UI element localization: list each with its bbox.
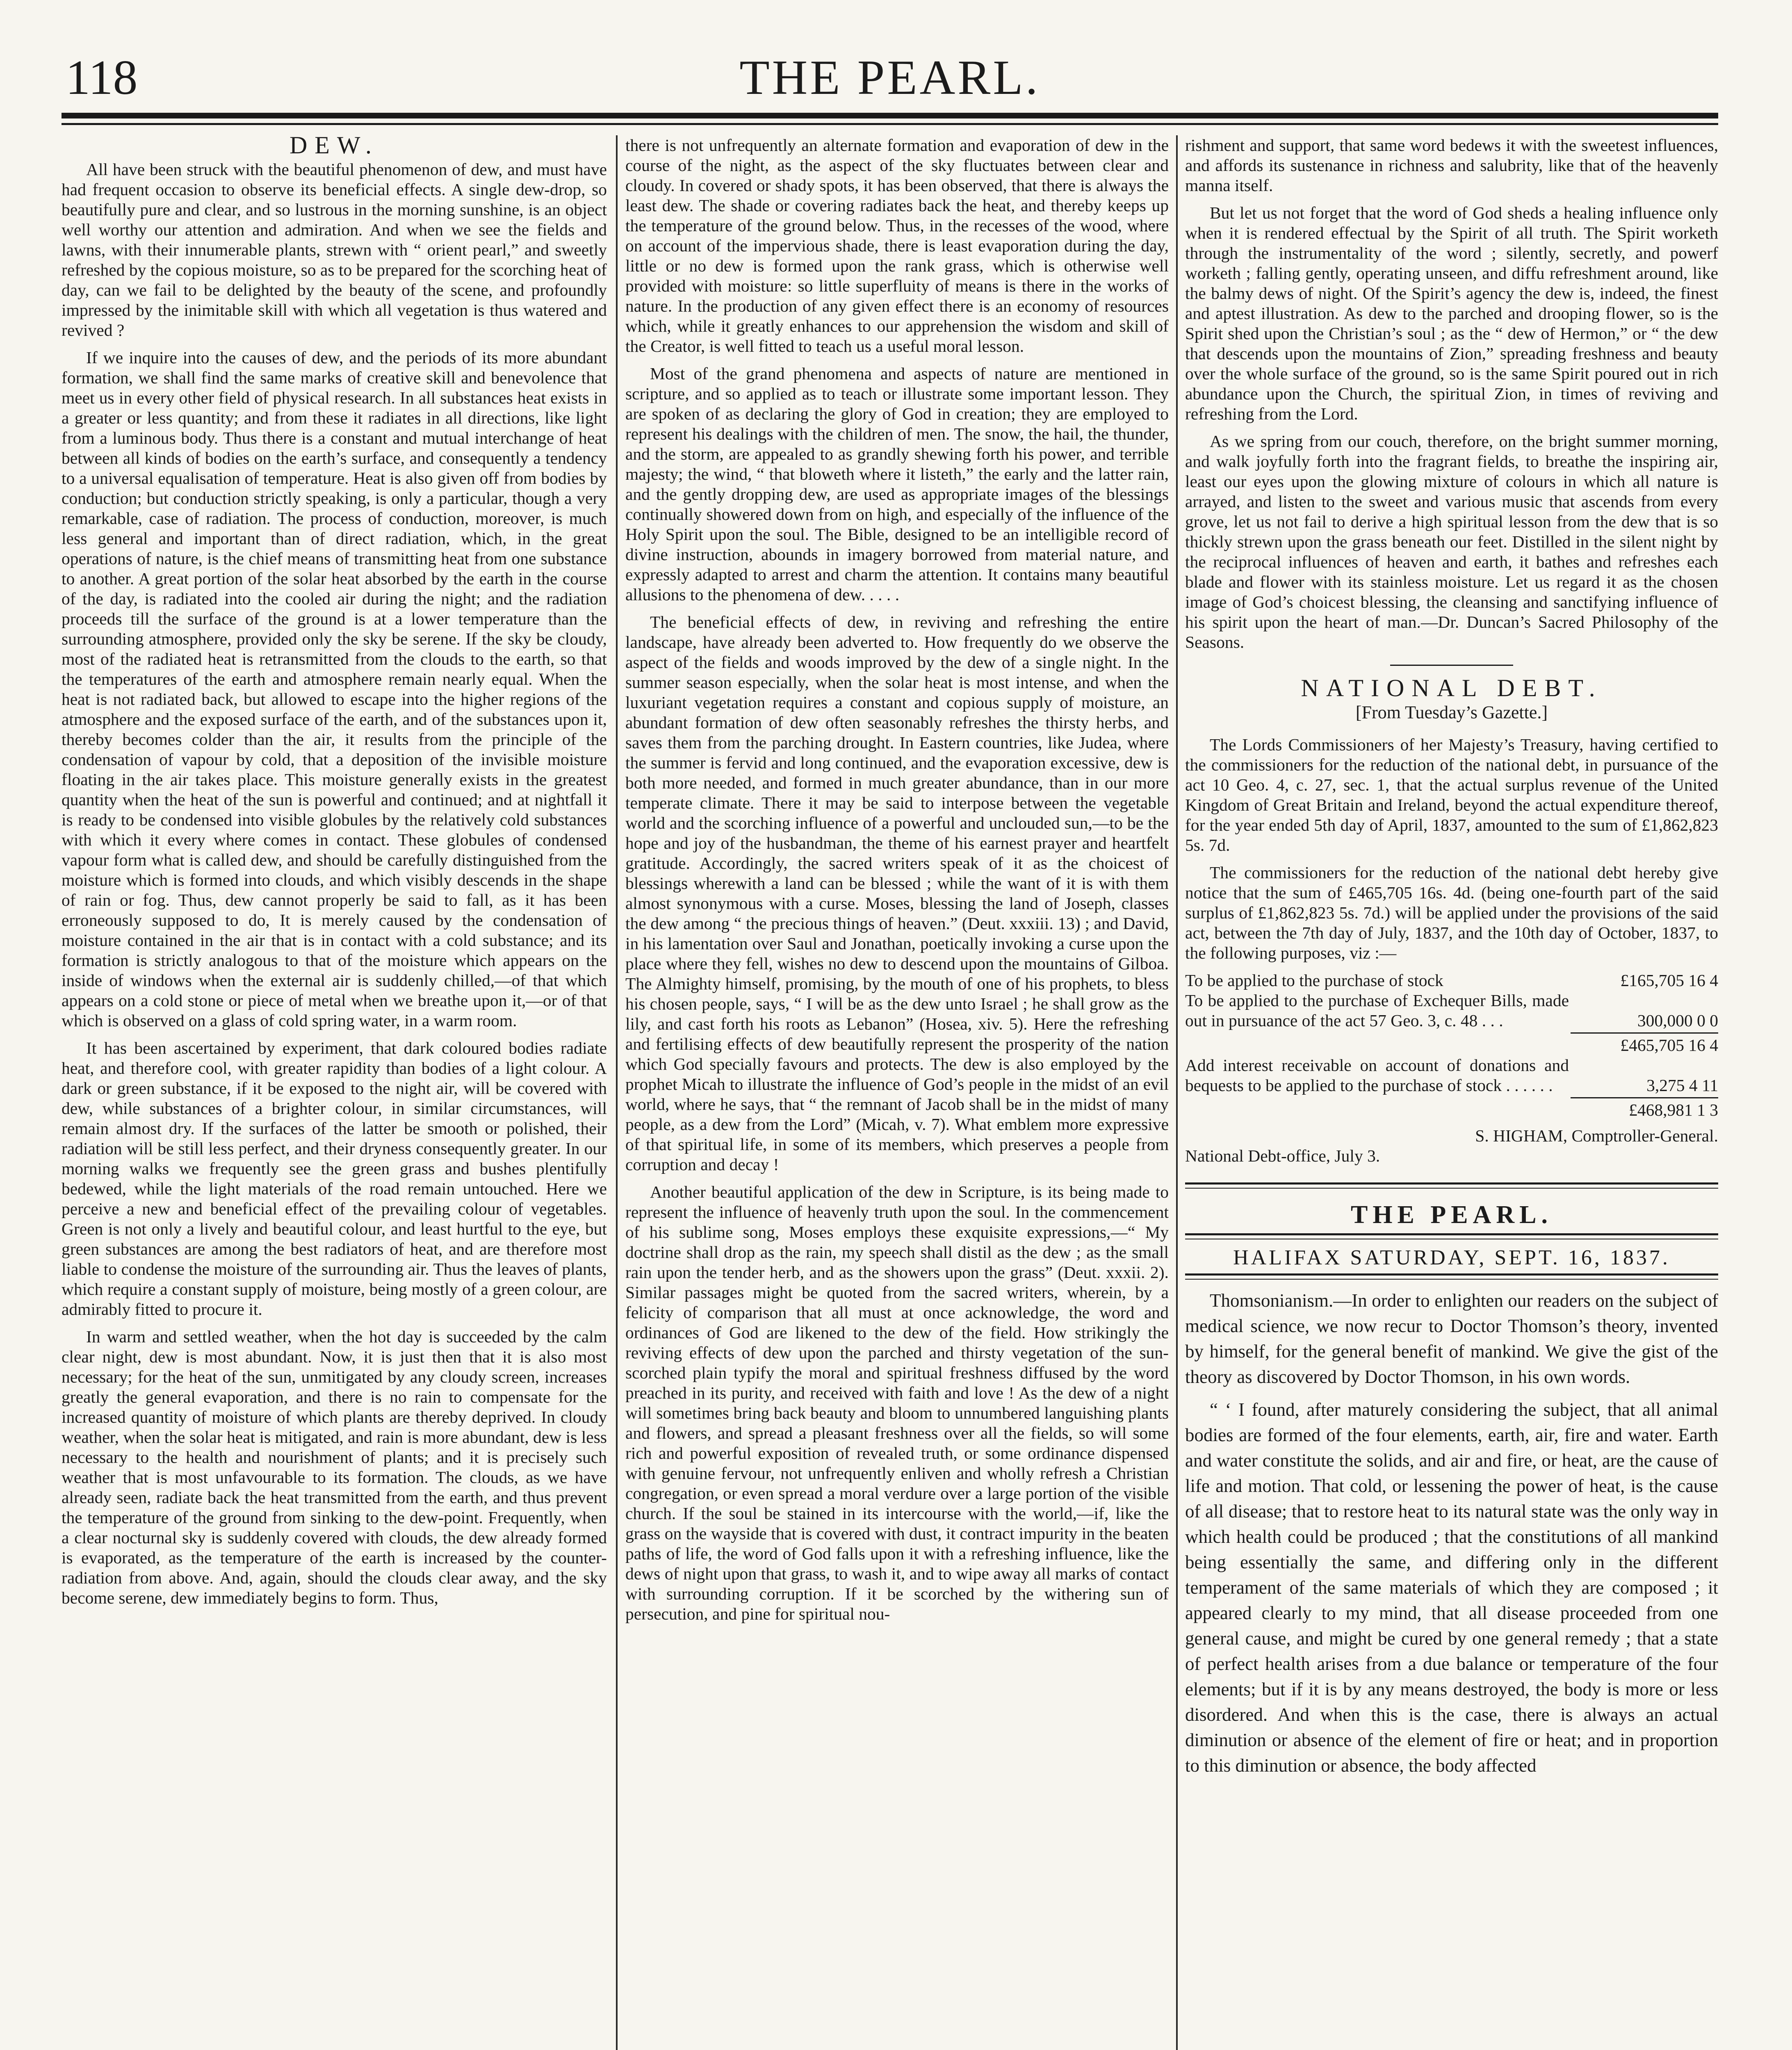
header-rule-thin	[62, 123, 1718, 125]
national-debt-source: [From Tuesday’s Gazette.]	[1355, 702, 1548, 722]
column-2	[625, 135, 1169, 2050]
interest-description: Add interest receivable on account of donations and bequests to be applied to the purchase of stock . . . . . .	[1185, 1056, 1569, 1095]
subtotal-rule	[1571, 1032, 1718, 1034]
total-amount: £468,981 1 3	[1629, 1100, 1718, 1119]
dew-paragraph: Another beautiful application of the dew in Scripture, is its being made to represent the influence of heavenly truth upon the soul. In the commencement of his sublime song, Moses employs these exquisite expressions,—“ My doctrine shall drop as the rain, my speech shall distil as the dew ; as the small rain upon the tender herb, and as the showers upon the grass” (Deut. xxxii. 2). Similar passages might be quoted from the sacred writers, wherein, by a felicity of comparison that all must at once acknowledge, the word and ordinances of God are likened to the dew of the field. How strikingly the reviving effects of dew upon the parched and thirsty vegetation of the sun-scorched plain typify the moral and spiritual freshness diffused by the word preached in its purity, and received with faith and love ! As the dew of a night will sometimes bring back beauty and bloom to unnumbered languishing plants and flowers, and spread a pleasant freshness over all the fields, so will some rich and powerful exposition of revealed truth, or some ordinance dispensed with genuine fervour, not unfrequently enliven and wholly refresh a Christian congregation, or even spread a moral verdure over a large portion of the visible church. If the soul be stained in its intercourse with the world,—if, like the grass on the wayside that is covered with dust, it contract impurity in the beaten paths of life, the word of God falls upon it with a refreshing influence, like the dews of night upon that grass, to wash it, and to wipe away all marks of contact with surrounding corruption. If it be scorched by the withering sun of persecution, and pine for spiritual nou-	[625, 1182, 1169, 1623]
section-divider	[1390, 665, 1513, 666]
page-header	[62, 49, 1718, 111]
dew-paragraph: As we spring from our couch, therefore, on the bright summer morning, and walk joyfully forth into the fragrant fields, to breathe the inspiring air, least our eyes upon the glowing mixture of colours in which all nature is arrayed, and listen to the sweet and various music that ascends from every grove, let us not fail to derive a high spiritual lesson from the dew that is so thickly strewn upon the grass beneath our feet. Distilled in the silent night by the reciprocal influences of heaven and earth, it bathes and refreshes each blade and flower with its stainless moisture. Let us regard it as the chosen image of God’s choicest blessing, the cleansing and sanctifying influence of his spirit upon the heart of man.—Dr. Duncan’s Sacred Philosophy of the Seasons.	[1185, 432, 1718, 651]
national-debt-paragraph: The commissioners for the reduction of the national debt hereby give notice that the sum of £465,705 16s. 4d. (being one-fourth part of the said surplus of £1,862,823 5s. 7d.) will be applied under the provisions of the said act, between the 7th day of July, 1837, and the 10th day of October, 1837, to the following purposes, viz :—	[1185, 863, 1718, 962]
national-debt-heading: NATIONAL DEBT.	[1301, 674, 1603, 702]
subtotal-row	[1185, 1035, 1718, 1055]
column-1	[62, 135, 607, 2050]
pearl-rule-middle	[1185, 1233, 1718, 1239]
column-3	[1185, 135, 1718, 2050]
editorial-paragraph: Thomsonianism.—In order to enlighten our readers on the subject of medical science, we now recur to Doctor Thomson’s theory, invented by himself, for the general benefit of mankind. We give the gist of the theory as discovered by Doctor Thomson, in his own words.	[1185, 1290, 1718, 1387]
dew-paragraph: It has been ascertained by experiment, that dark coloured bodies radiate heat, and therefore cool, with greater rapidity than bodies of a light colour. A dark or green substance, if it be exposed to the night air, will be covered with dew, while substances of a brighter colour, in similar circumstances, will remain almost dry. If the surfaces of the latter be smooth or polished, their radiation will be still less perfect, and their dryness consequently greater. In our morning walks we frequently see the green grass and bushes plentifully bedewed, while the light materials of the road remain untouched. Here we perceive a new and beneficial effect of the prevailing colour of vegetables. Green is not only a lively and beautiful colour, and least hurtful to the eye, but green substances are among the best radiators of heat, and are therefore most liable to condense the moisture of the surrounding air. Thus the leaves of plants, which require a constant supply of moisture, being mostly of a green colour, are admirably fitted to procure it.	[62, 1039, 607, 1319]
dew-paragraph: All have been struck with the beautiful phenomenon of dew, and must have had frequent occasion to observe its beneficial effects. A single dew-drop, so beautifully pure and clear, and so lustrous in the morning sunshine, is an object well worthy our attention and admiration. And when we see the fields and lawns, with their innumerable plants, strewn with “ orient pearl,” and sweetly refreshed by the copious moisture, so as to be prepared for the scorching heat of day, can we fail to be delighted by the beauty of the scene, and profoundly impressed by the inimitable skill with which all vegetation is thus watered and revived ?	[62, 160, 607, 339]
finance-row-amount: £165,705 16 4	[1620, 971, 1718, 990]
column-divider-1	[616, 135, 618, 2050]
editorial-text	[1185, 1288, 1718, 1778]
dew-heading: DEW.	[289, 135, 379, 159]
pearl-rule-bottom	[1185, 1273, 1718, 1280]
total-rule	[1571, 1097, 1718, 1098]
column-divider-2	[1176, 135, 1178, 2050]
dew-paragraph: rishment and support, that same word bedews it with the sweetest influences, and affords its sustenance in richness and salubrity, like that of the heavenly manna itself.	[1185, 136, 1718, 195]
masthead-title: THE PEARL.	[739, 50, 1040, 105]
finance-row-amount: 300,000 0 0	[1637, 1011, 1718, 1030]
page-number: 118	[66, 50, 138, 105]
interest-amount: 3,275 4 11	[1646, 1076, 1718, 1095]
subtotal-amount: £465,705 16 4	[1620, 1036, 1718, 1055]
dateline: HALIFAX SATURDAY, SEPT. 16, 1837.	[1233, 1246, 1670, 1269]
dew-paragraph: If we inquire into the causes of dew, and the periods of its more abundant formation, we shall find the same marks of creative skill and benevolence that meet us in every other field of physical research. In all substances heat exists in a greater or less quantity; and from these it radiates in all directions, like light from a luminous body. Thus there is a constant and mutual interchange of heat between all kinds of bodies on the earth’s surface, and consequently a tendency to a universal equalisation of temperature. Heat is also given off from bodies by conduction; but conduction strictly speaking, is only a particular, though a very remarkable, case of radiation. The process of conduction, moreover, is much less general and important than of direct radiation, which, in the great operations of nature, is the chief means of transmitting heat from one substance to another. A great portion of the solar heat absorbed by the earth in the course of the day, is radiated into the cooled air during the night; and the radiation proceeds till the surface of the ground is at a lower temperature than the surrounding atmosphere, provided only the sky be serene. If the sky be cloudy, most of the radiated heat is retransmitted from the clouds to the earth, so that the temperatures of the earth and atmosphere remain nearly equal. When the heat is not radiated back, but allowed to escape into the higher regions of the atmosphere and the exposed surface of the earth, and of the substances upon it, thereby becomes colder than the air, it results from the principle of the condensation of vapour by cold, that a deposition of the invisible moisture floating in the air takes place. This moisture generally exists in the greatest quantity when the heat of the sun is powerful and continued; and at nightfall it is ready to be condensed into visible globules by the relatively cold substances with which it every where comes in contact. These globules of condensed vapour form what is called dew, and should be carefully distinguished from the moisture which is formed into clouds, and which visibly descends in the shape of rain or fog. Thus, dew cannot properly be said to fall, as it has been erroneously supposed to do, It is merely caused by the condensation of moisture contained in the air that is in contact with a cold substance; and its formation is strictly analogous to that of the moisture which appears on the inside of windows when the external air is suddenly chilled,—of that which appears on a cold stone or piece of metal when we breathe upon it,—or of that which is observed on a glass of cold spring water, in a warm room.	[62, 348, 607, 1030]
interest-row	[1185, 1055, 1718, 1096]
dew-paragraph: Most of the grand phenomena and aspects of nature are mentioned in scripture, and so applied as to teach or illustrate some important lesson. They are spoken of as declaring the glory of God in creation; they are employed to represent his dealings with the children of men. The snow, the hail, the thunder, and the storm, are appealed to as grandly shewing forth his power, and terrible majesty; the wind, “ that bloweth where it listeth,” the early and the latter rain, and the gently dropping dew, are used as appropriate images of the blessings continually showered down from on high, and especially of the influence of the Holy Spirit upon the soul. The Bible, designed to be an intelligible record of divine instruction, abounds in imagery borrowed from material nature, and expressly adapted to arrest and charm the attention. It contains many beautiful allusions to the phenomena of dew. . . . .	[625, 364, 1169, 604]
dew-paragraph: The beneficial effects of dew, in reviving and refreshing the entire landscape, have already been adverted to. How frequently do we observe the aspect of the fields and woods improved by the dew of a single night. In the summer season especially, when the solar heat is most intense, and when the luxuriant vegetation requires a constant and copious supply of moisture, an abundant formation of dew often seasonably refreshes the thirsty herbs, and saves them from the parching drought. In Eastern countries, like Judea, where the summer is fervid and long continued, and the evaporation excessive, dew is both more needed, and formed in much greater abundance, than in our more temperate climate. There it may be said to interpose between the vegetable world and the scorching influence of a powerful and unclouded sun,—to be the hope and joy of the husbandman, the theme of his earnest prayer and heartfelt gratitude. Accordingly, the sacred writers speak of it as the choicest of blessings wherewith a land can be blessed ; while the want of it is with them almost synonymous with a curse. Moses, blessing the land of Joseph, classes the dew among “ the precious things of heaven.” (Deut. xxxiii. 13) ; and David, in his lamentation over Saul and Jonathan, poetically invoking a curse upon the place where they fell, wishes no dew to descend upon the mountains of Gilboa. The Almighty himself, promising, by the mouth of one of his prophets, to bless his chosen people, says, “ I will be as the dew unto Israel ; he shall grow as the lily, and cast forth his roots as Lebanon” (Hosea, xiv. 5). Here the refreshing and fertilising effects of dew beautifully represent the prosperity of the nation which God specially favours and protects. The dew is also employed by the prophet Micah to illustrate the influence of God’s people in the midst of an evil world, where he says, that “ the remnant of Jacob shall be in the midst of many people, as a dew from the Lord” (Micah, v. 7). What emblem more expressive of that spiritual life, in some of its members, which preserves a people from corruption and decay !	[625, 613, 1169, 1174]
national-debt-paragraph: The Lords Commissioners of her Majesty’s Treasury, having certified to the commissioners for the reduction of the national debt, in pursuance of the act 10 Geo. 4, c. 27, sec. 1, that the actual surplus revenue of the United Kingdom of Great Britain and Ireland, beyond the actual expenditure thereof, for the year ended 5th day of April, 1837, amounted to the sum of £1,862,823 5s. 7d.	[1185, 735, 1718, 854]
signature: S. HIGHAM, Comptroller-General.	[1475, 1126, 1718, 1145]
office-line: National Debt-office, July 3.	[1185, 1146, 1380, 1165]
pearl-rule-top	[1185, 1182, 1718, 1189]
header-rule-thick	[62, 113, 1718, 118]
dew-paragraph: there is not unfrequently an alternate formation and evaporation of dew in the course of the night, as the aspect of the sky fluctuates between clear and cloudy. In covered or shady spots, it has been observed, that there is always the least dew. The shade or covering radiates back the heat, and thereby keeps up the temperature of the ground below. Thus, in the recesses of the wood, where on account of the impervious shade, there is least evaporation during the day, little or no dew is formed upon the rank grass, which is otherwise well provided with moisture: so little superfluity of means is there in the works of nature. In the production of any given effect there is an economy of resources which, while it greatly enhances to our apprehension the wisdom and skill of the Creator, is well fitted to teach us a useful moral lesson.	[625, 136, 1169, 355]
dew-paragraph: But let us not forget that the word of God sheds a healing influence only when it is rendered effectual by the Spirit of all truth. The Spirit worketh through the instrumentality of the word ; silently, secretly, and powerf worketh ; falling gently, operating unseen, and diffu refreshment around, like the balmy dews of night. Of the Spirit’s agency the dew is, indeed, the finest and aptest illustration. As dew to the parched and drooping flower, so is the Spirit shed upon the Christian’s soul ; as the “ dew of Hermon,” or “ the dew that descends upon the mountains of Zion,” spreading freshness and beauty over the whole surface of the ground, so is the same Spirit poured out in rich abundance upon the Church, the spiritual Zion, in times of reviving and refreshing from the Lord.	[1185, 203, 1718, 423]
finance-row	[1185, 970, 1718, 991]
editorial-paragraph: “ ‘ I found, after maturely considering the subject, that all animal bodies are formed of the four elements, earth, air, fire and water. Earth and water constitute the solids, and air and fire, or heat, are the cause of life and motion. That cold, or lessening the power of heat, is the cause of all disease; that to restore heat to its natural state was the only way in which health could be produced ; that the constitutions of all mankind being essentially the same, and differing only in the different temperament of the same materials of which they are composed ; it appeared clearly to my mind, that all disease proceeded from one general cause, and might be cured by one general remedy ; that a state of perfect health arises from a due balance or temperature of the four elements; but if it is by any means destroyed, the body is more or less disordered. And when this is the case, there is always an actual diminution or absence of the element of fire or heat; and in proportion to this diminution or absence, the body affected	[1185, 1399, 1718, 1776]
dew-paragraph: In warm and settled weather, when the hot day is succeeded by the calm clear night, dew is most abundant. Now, it is just then that it is also most necessary; for the heat of the sun, unmitigated by any cloudy screen, increases greatly the general evaporation, and there is no rain to compensate for the increased quantity of moisture of which plants are thereby deprived. In cloudy weather, when the solar heat is mitigated, and rain is more abundant, dew is less necessary to the health and nourishment of plants; and it is precisely such weather that is most unfavourable to its formation. The clouds, as we have already seen, radiate back the heat transmitted from the earth, and thus prevent the temperature of the ground from sinking to the dew-point. Frequently, when a clear nocturnal sky is suddenly covered with clouds, the dew already formed is evaporated, as the temperature of the earth is increased by the counter-radiation from above. And, again, should the clouds clear away, and the sky become serene, dew immediately begins to form. Thus,	[62, 1327, 607, 1607]
finance-row-description: To be applied to the purchase of stock	[1185, 971, 1443, 990]
finance-row	[1185, 991, 1718, 1031]
total-row	[1185, 1100, 1718, 1120]
finance-row-description: To be applied to the purchase of Exchequer Bills, made out in pursuance of the act 57 Geo. 3, c. 48 . . .	[1185, 991, 1569, 1030]
pearl-heading: THE PEARL.	[1350, 1201, 1553, 1229]
